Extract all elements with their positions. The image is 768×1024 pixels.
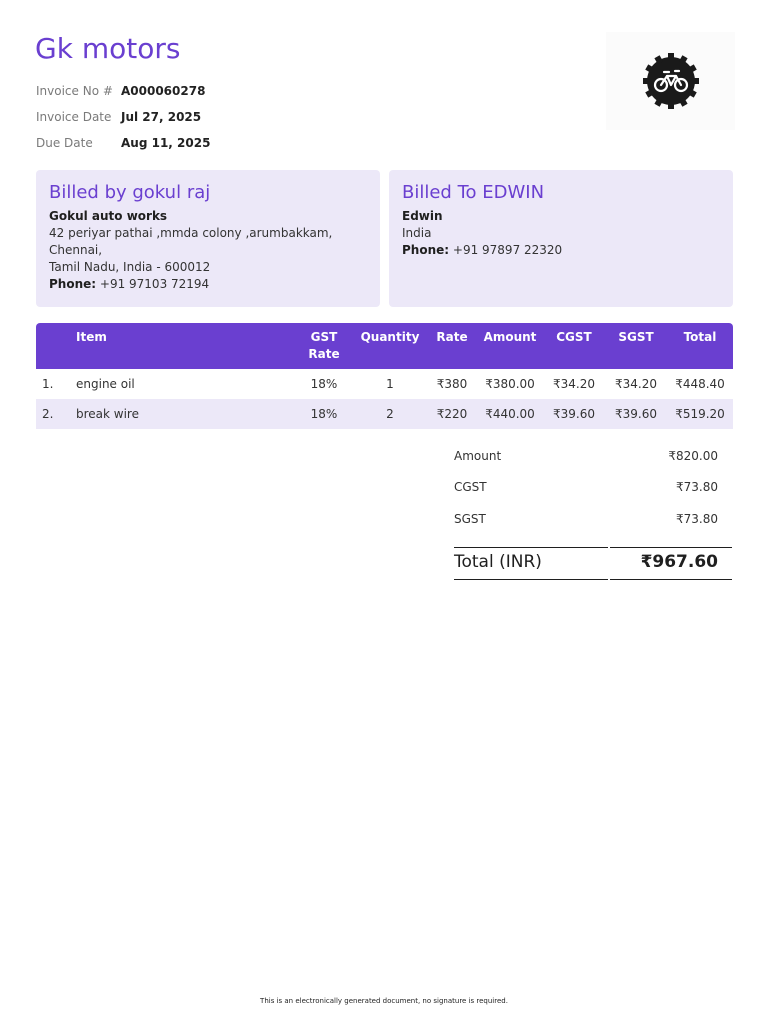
bicycle-gear-icon: [642, 52, 700, 110]
grand-total-value: ₹967.60: [640, 552, 718, 572]
invoice-meta: [36, 78, 210, 156]
billed-to-name: Edwin: [402, 209, 443, 223]
billed-to-country: India: [402, 226, 432, 240]
header-gst-line1: GST: [310, 330, 338, 344]
summary-amount-row: [454, 440, 732, 472]
summary-cgst-row: [454, 472, 732, 504]
invoice-date: Jul 27, 2025: [121, 110, 202, 124]
summary-amount-label: Amount: [454, 448, 502, 463]
invoice-date-label: Invoice Date: [36, 110, 112, 124]
grand-total-row: [454, 547, 732, 579]
row-total: ₹519.20: [675, 407, 725, 421]
billed-by-address-line3: Tamil Nadu, India - 600012: [49, 260, 211, 274]
due-date-row: [36, 130, 210, 156]
header-total: Total: [683, 330, 717, 344]
summary-cgst: ₹73.80: [676, 480, 718, 495]
row-rate: ₹380: [436, 377, 468, 391]
billed-by-title: Billed by gokul raj: [49, 182, 211, 203]
header-item: Item: [76, 330, 107, 344]
billed-to-card: [389, 170, 733, 307]
invoice-date-row: [36, 104, 210, 130]
row-amount: ₹380.00: [485, 377, 535, 391]
billed-by-phone-row: [49, 276, 368, 293]
billed-to-title: Billed To EDWIN: [402, 182, 545, 203]
grand-total-label: Total (INR): [454, 552, 542, 572]
billed-to-phone-row: [402, 242, 721, 259]
summary-cgst-label: CGST: [454, 480, 487, 495]
row-gst-rate: 18%: [310, 407, 338, 421]
billed-to-phone-label: Phone:: [402, 243, 450, 257]
row-number: 1.: [42, 377, 54, 391]
table-header-row: [36, 323, 733, 369]
header-cgst: CGST: [556, 330, 592, 344]
summary-sgst: ₹73.80: [676, 511, 718, 526]
company-logo: [606, 32, 735, 130]
billed-by-phone: +91 97103 72194: [99, 277, 210, 291]
summary-block: [454, 440, 732, 535]
items-table: [36, 323, 733, 429]
row-cgst: ₹34.20: [553, 377, 595, 391]
row-sgst: ₹34.20: [615, 377, 657, 391]
summary-sgst-row: [454, 503, 732, 535]
row-item: engine oil: [76, 377, 135, 391]
header-gst-line2: Rate: [308, 347, 340, 361]
invoice-number-row: [36, 78, 210, 104]
footer-note: This is an electronically generated document, no signature is required.: [260, 997, 508, 1005]
divider: [454, 579, 608, 580]
header-rate: Rate: [436, 330, 468, 344]
due-date: Aug 11, 2025: [121, 136, 211, 150]
summary-amount: ₹820.00: [668, 448, 718, 463]
header-amount: Amount: [483, 330, 537, 344]
header-sgst: SGST: [618, 330, 654, 344]
header-gst-rate: [295, 323, 353, 369]
billed-to-phone: +91 97897 22320: [452, 243, 563, 257]
summary-sgst-label: SGST: [454, 511, 486, 526]
row-total: ₹448.40: [675, 377, 725, 391]
billed-by-card: [36, 170, 380, 307]
row-amount: ₹440.00: [485, 407, 535, 421]
row-item: break wire: [76, 407, 139, 421]
table-row: [36, 369, 733, 399]
divider: [610, 579, 732, 580]
invoice-number-label: Invoice No #: [36, 84, 113, 98]
row-number: 2.: [42, 407, 54, 421]
due-date-label: Due Date: [36, 136, 93, 150]
row-rate: ₹220: [436, 407, 468, 421]
row-gst-rate: 18%: [310, 377, 338, 391]
billed-by-address-line1: 42 periyar pathai ,mmda colony ,arumbakkam,: [49, 226, 333, 240]
row-sgst: ₹39.60: [615, 407, 657, 421]
header-number: [36, 323, 72, 369]
company-name: Gk motors: [35, 32, 181, 65]
row-quantity: 2: [386, 407, 394, 421]
billed-by-phone-label: Phone:: [49, 277, 97, 291]
row-cgst: ₹39.60: [553, 407, 595, 421]
billed-by-name: Gokul auto works: [49, 209, 168, 223]
divider: [454, 547, 608, 548]
billed-by-address-line2: Chennai,: [49, 243, 103, 257]
header-quantity: Quantity: [360, 330, 420, 344]
invoice-number: A000060278: [121, 84, 206, 98]
row-quantity: 1: [386, 377, 394, 391]
divider: [610, 547, 732, 548]
table-row: [36, 399, 733, 429]
